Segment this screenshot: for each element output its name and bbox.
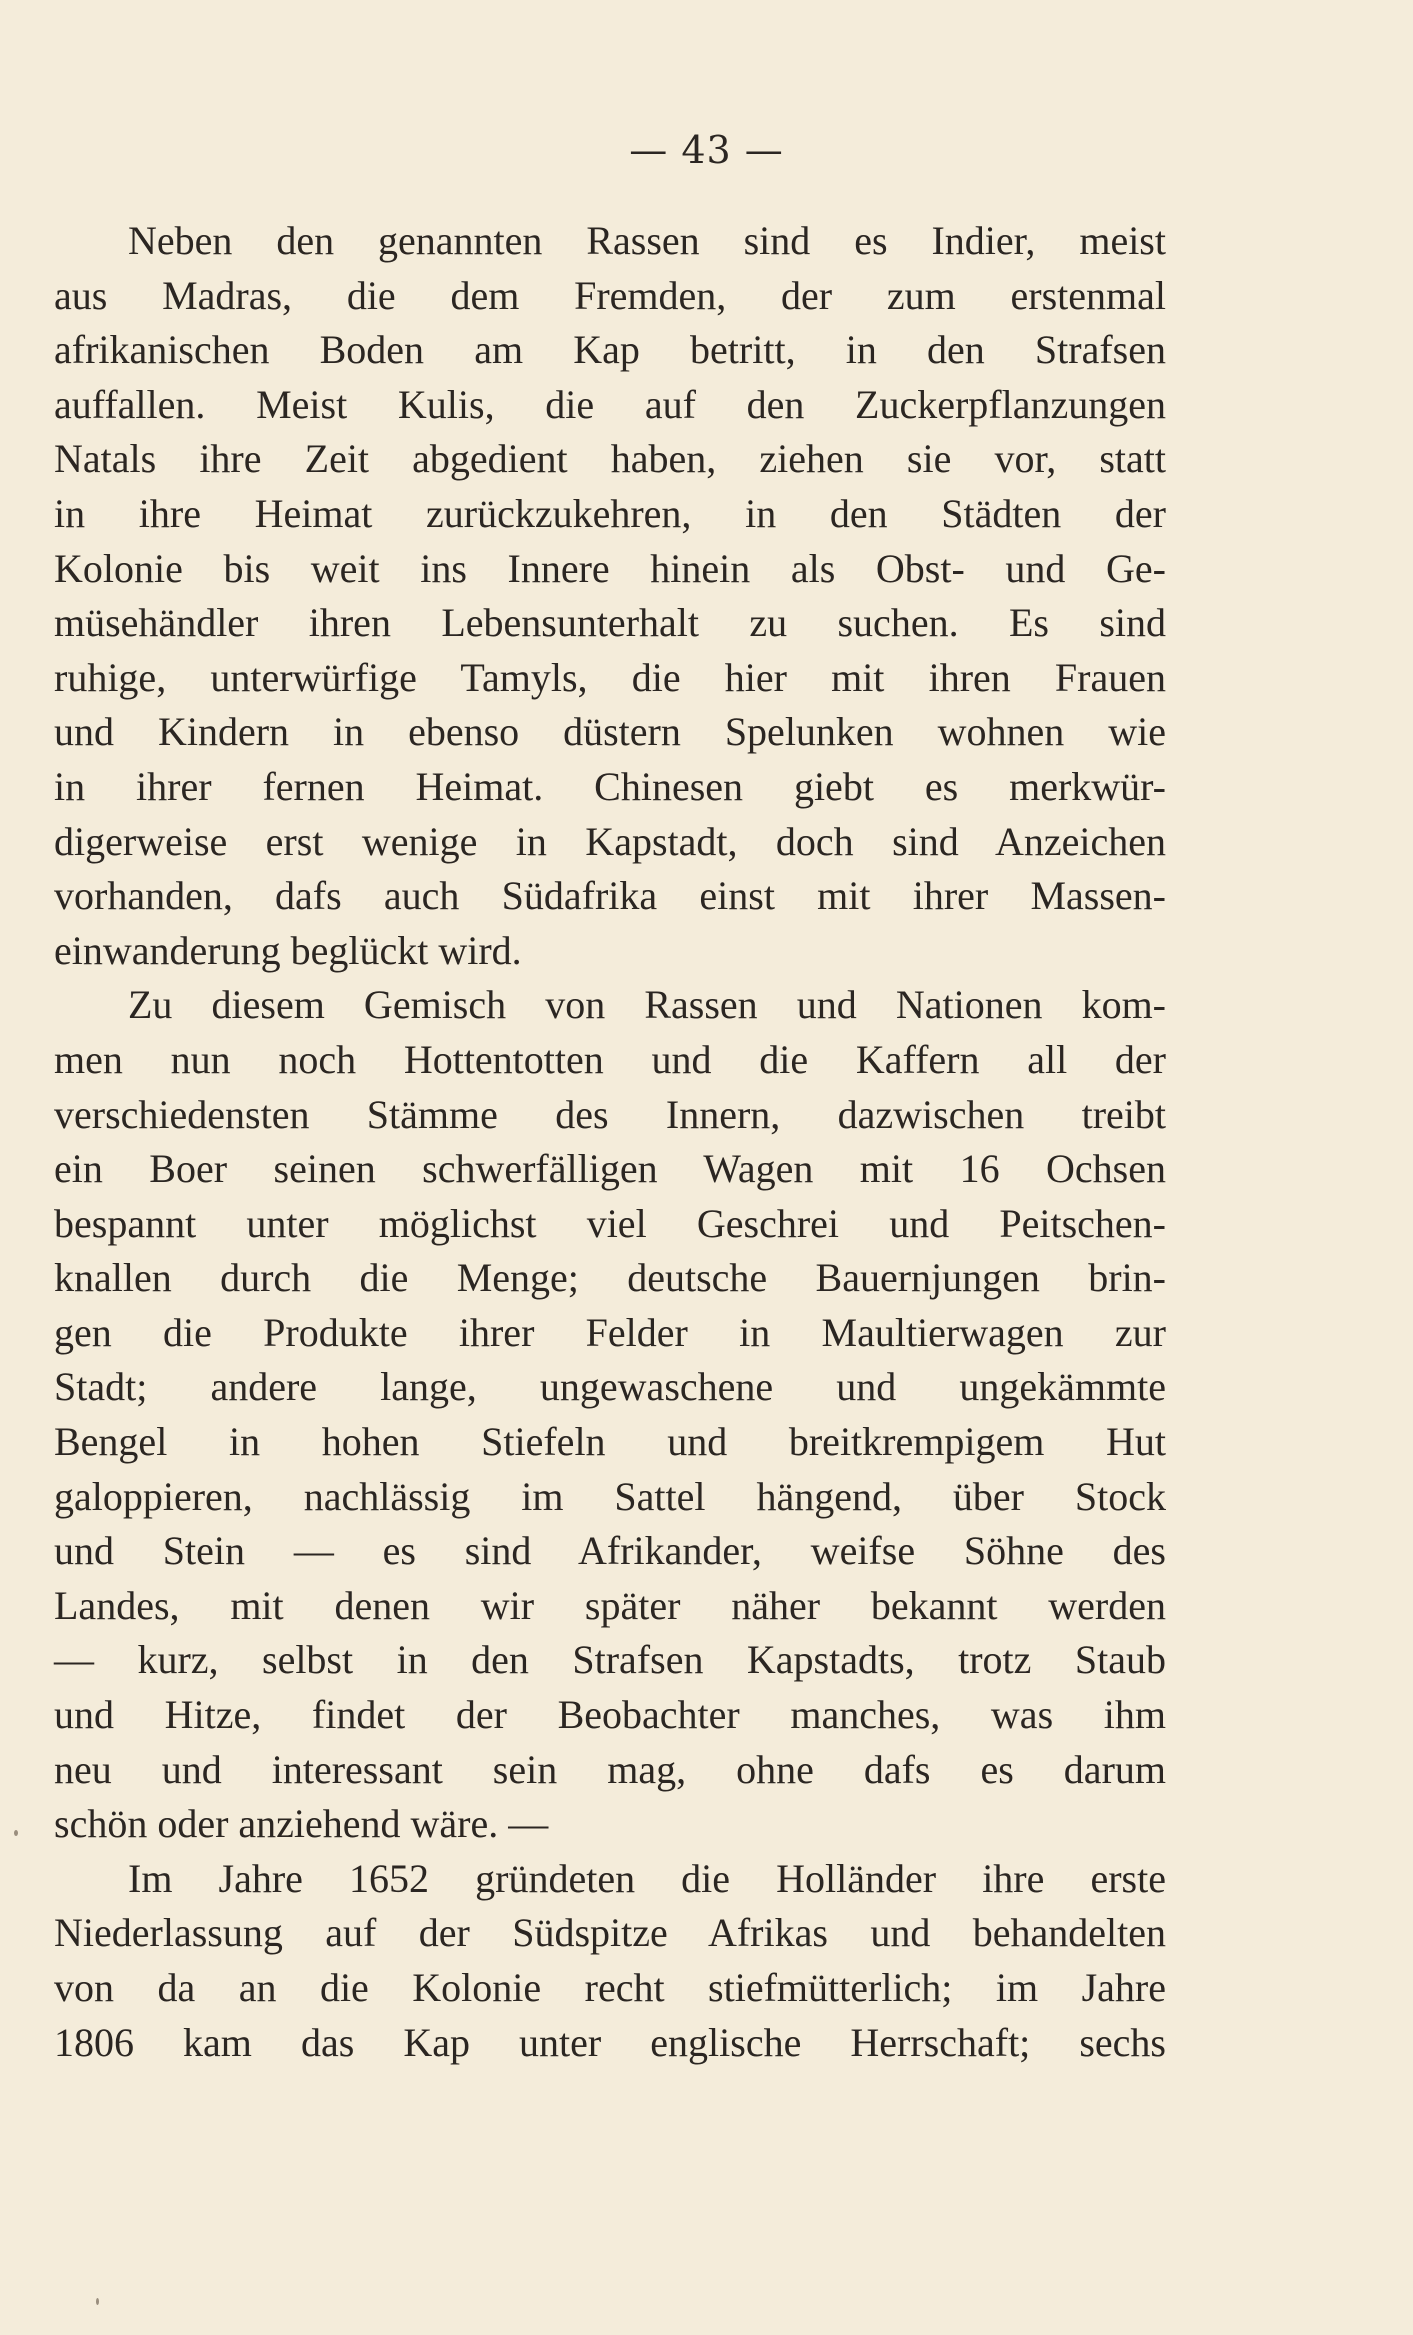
text-line: Neben den genannten Rassen sind es Indier, meist: [128, 218, 1166, 263]
text-line: aus Madras, die dem Fremden, der zum erstenmal: [54, 272, 1166, 318]
text-line: bespannt unter möglichst viel Geschrei und Peitschen-: [54, 1200, 1166, 1246]
text-line: Natals ihre Zeit abgedient haben, ziehen sie vor, statt: [54, 436, 1166, 482]
paper-speck: [96, 2298, 99, 2305]
paper-speck: [14, 1830, 18, 1836]
text-line: müsehändler ihren Lebensunterhalt zu suchen. Es sind: [54, 600, 1166, 646]
text-line: Stadt; andere lange, ungewaschene und ungekämmte: [54, 1364, 1166, 1410]
text-line: Bengel in hohen Stiefeln und breitkrempigem Hut: [54, 1419, 1166, 1465]
text-line: men nun noch Hottentotten und die Kaffern all der: [54, 1036, 1166, 1082]
text-line: in ihrer fernen Heimat. Chinesen giebt es merkwür-: [54, 763, 1166, 809]
text-line: afrikanischen Boden am Kap betritt, in den Strafsen: [54, 327, 1166, 373]
text-line: digerweise erst wenige in Kapstadt, doch sind Anzeichen: [54, 818, 1166, 864]
text-line: Zu diesem Gemisch von Rassen und Nationen kom-: [128, 982, 1166, 1028]
text-line: Kolonie bis weit ins Innere hinein als Obst- und Ge-: [54, 545, 1166, 591]
text-line: vorhanden, dafs auch Südafrika einst mit ihrer Massen-: [54, 873, 1166, 919]
text-line: 1806 kam das Kap unter englische Herrschaft; sechs: [54, 2019, 1166, 2065]
text-line: in ihre Heimat zurückzukehren, in den Städten der: [54, 490, 1166, 536]
text-line: gen die Produkte ihrer Felder in Maultierwagen zur: [54, 1309, 1166, 1355]
text-line: und Stein — es sind Afrikander, weifse Söhne des: [54, 1528, 1166, 1574]
text-line: Landes, mit denen wir später näher bekannt werden: [54, 1582, 1166, 1628]
text-line: — kurz, selbst in den Strafsen Kapstadts, trotz Staub: [54, 1637, 1166, 1683]
text-line: einwanderung beglückt wird.: [54, 927, 522, 973]
text-line: und Kindern in ebenso düstern Spelunken wohnen wie: [54, 709, 1166, 755]
text-line: galoppieren, nachlässig im Sattel hängend, über Stock: [54, 1473, 1166, 1519]
text-line: schön oder anziehend wäre. —: [54, 1801, 549, 1847]
page-number: — 43 —: [629, 128, 784, 172]
text-line: Niederlassung auf der Südspitze Afrikas und behandelten: [54, 1910, 1166, 1956]
text-line: verschiedensten Stämme des Innern, dazwischen treibt: [54, 1091, 1166, 1137]
text-line: Im Jahre 1652 gründeten die Holländer ihre erste: [128, 1855, 1166, 1901]
text-line: knallen durch die Menge; deutsche Bauernjungen brin-: [54, 1255, 1166, 1301]
text-line: neu und interessant sein mag, ohne dafs es darum: [54, 1746, 1166, 1792]
text-line: von da an die Kolonie recht stiefmütterlich; im Jahre: [54, 1965, 1166, 2010]
text-line: ruhige, unterwürfige Tamyls, die hier mit ihren Frauen: [54, 654, 1166, 700]
text-line: ein Boer seinen schwerfälligen Wagen mit 16 Ochsen: [54, 1146, 1166, 1192]
body-text: [54, 214, 1166, 2070]
text-line: auffallen. Meist Kulis, die auf den Zuckerpflanzungen: [54, 381, 1166, 427]
text-line: und Hitze, findet der Beobachter manches, was ihm: [54, 1692, 1166, 1738]
